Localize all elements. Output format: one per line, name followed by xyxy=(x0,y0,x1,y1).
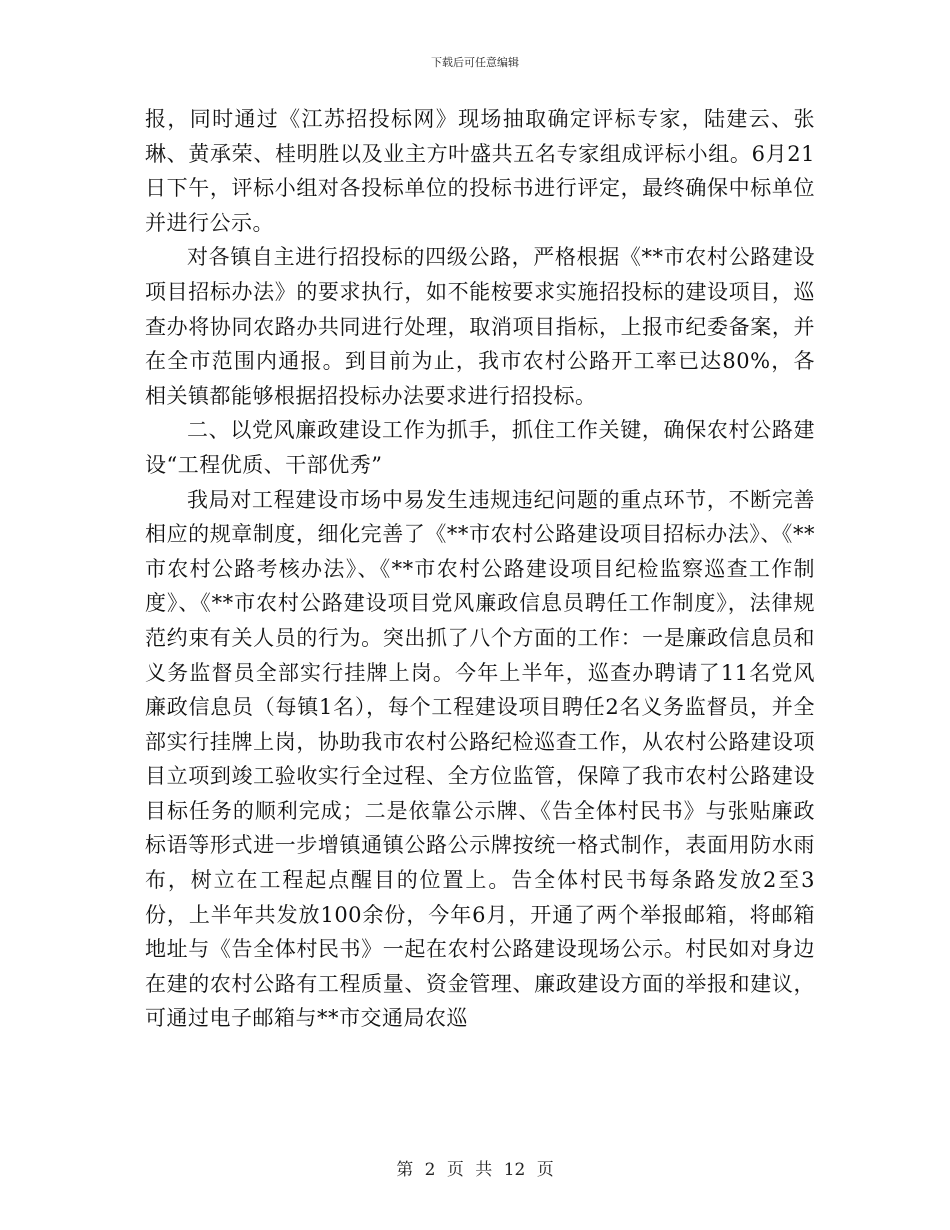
section-heading: 二、以党风廉政建设工作为抓手，抓住工作关键，确保农村公路建设“工程优质、干部优秀” xyxy=(145,418,815,477)
page-footer: 第 2 页 共 12 页 xyxy=(396,1160,554,1180)
document-body xyxy=(145,102,815,1036)
paragraph-2: 对各镇自主进行招投标的四级公路，严格根据《**市农村公路建设项目招标办法》的要求执行，如不能桉要求实施招投标的建设项目，巡查办将协同农路办共同进行处理，取消项目指标，上报市纪委备案，并在全市范围内通报。到目前为止，我市农村公路开工率已达80%，各相关镇都能够根据招投标办法要求进行招投标。 xyxy=(145,245,815,408)
page-header: 下载后可任意编辑 xyxy=(431,56,519,69)
paragraph-3: 我局对工程建设市场中易发生违规违纪问题的重点环节，不断完善相应的规章制度，细化完善了《**市农村公路建设项目招标办法》、《**市农村公路考核办法》、《**市农村公路建设项目纪检监察巡查工作制度》、《**市农村公路建设项目党风廉政信息员聘任工作制度》，法律规范约束有关人员的行为。突出抓了八个方面的工作：一是廉政信息员和义务监督员全部实行挂牌上岗。今年上半年，巡查办聘请了11名党风廉政信息员（每镇1名），每个工程建设项目聘任2名义务监督员，并全部实行挂牌上岗，协助我市农村公路纪检巡查工作，从农村公路建设项目立项到竣工验收实行全过程、全方位监管，保障了我市农村公路建设目标任务的顺利完成；二是依靠公示牌、《告全体村民书》与张贴廉政标语等形式进一步增镇通镇公路公示牌按统一格式制作，表面用防水雨布，树立在工程起点醒目的位置上。告全体村民书每条路发放2至3份，上半年共发放100余份，今年6月，开通了两个举报邮箱，将邮箱地址与《告全体村民书》一起在农村公路建设现场公示。村民如对身边在建的农村公路有工程质量、资金管理、廉政建设方面的举报和建议，可通过电子邮箱与**市交通局农巡 xyxy=(145,487,815,1031)
paragraph-1: 报，同时通过《江苏招投标网》现场抽取确定评标专家，陆建云、张琳、黄承荣、桂明胜以及业主方叶盛共五名专家组成评标小组。6月21日下午，评标小组对各投标单位的投标书进行评定，最终确保中标单位并进行公示。 xyxy=(145,107,815,235)
